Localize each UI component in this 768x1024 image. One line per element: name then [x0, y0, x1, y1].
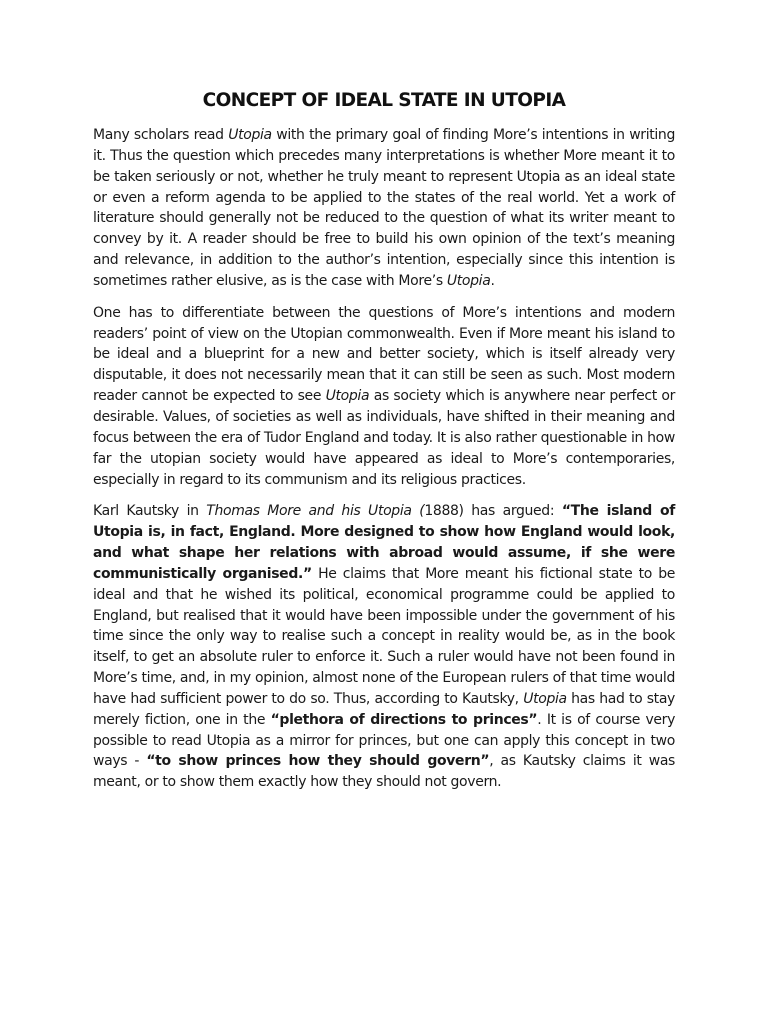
govern-quote-bold: “to show princes how they should govern”	[146, 753, 490, 770]
text-run: , as Kautsky claims it was meant, or to show them exactly how they should not govern.	[93, 753, 675, 791]
document-page	[93, 86, 675, 804]
book-title-italic: Utopia	[228, 127, 272, 143]
text-run: Karl Kautsky in	[93, 503, 207, 520]
paragraph-kautsky	[93, 501, 675, 793]
book-title-italic: Utopia	[523, 690, 567, 707]
text-run: 1888) has argued:	[424, 503, 562, 520]
text-run: One has to differentiate between the questions of More’s intentions and modern readers’ point of view on the Utopian commonwealth. Even if More meant his island to be ideal and a blueprint for a new and better society, which is itself already very disputable, it does not necessarily mean that it can still be seen as such. Most modern reader cannot be expected to see	[93, 304, 675, 405]
document-title: CONCEPT OF IDEAL STATE IN UTOPIA	[202, 90, 566, 111]
text-run: . It is of course very possible to read Utopia as a mirror for princes, but one can apply this concept in two ways -	[93, 711, 676, 770]
princes-quote-bold: “plethora of directions to princes”	[270, 711, 538, 728]
text-run: has had to stay merely fiction, one in the	[93, 690, 675, 728]
text-run: .	[490, 272, 495, 289]
text-run: He claims that More meant his fictional state to be ideal and that he wished its political, economical programme could be applied to England, but realised that it would have been impossible under the government of his time since the only way to realise such a concept in reality would be, as in the book itself, to get an absolute ruler to enforce it. Such a ruler would have not been found in More’s time, and, in my opinion, almost none of the European rulers of that time would have had sufficient power to do so. Thus, according to Kautsky,	[93, 565, 675, 707]
book-title-italic: Thomas More and his Utopia (	[206, 503, 425, 520]
book-title-italic: Utopia	[446, 272, 491, 289]
kautsky-quote-bold: “The island of Utopia is, in fact, England. More designed to show how England would look, and what shape her relations with abroad would assume, if she were communistically organised.”	[93, 503, 675, 582]
text-run: as society which is anywhere near perfect or desirable. Values, of societies as well as individuals, have shifted in their meaning and focus between the era of Tudor England and today. It is also rather questionable in how far the utopian society would have appeared as ideal to More’s contemporaries, especially in regard to its communism and its religious practices.	[93, 388, 676, 488]
text-run: Many scholars read	[93, 127, 229, 143]
paragraph-modern-readers	[93, 303, 675, 491]
book-title-italic: Utopia	[325, 388, 370, 405]
text-run: with the primary goal of finding More’s intentions in writing it. Thus the question which precedes many interpretations is whether More meant it to be taken seriously or not, whether he truly meant to represent Utopia as an ideal state or even a reform agenda to be applied to the states of the real world. Yet a work of literature should generally not be reduced to the question of what its writer meant to convey by it. A reader should be free to build his own opinion of the text’s meaning and relevance, in addition to the author’s intention, especially since this intention is sometimes rather elusive, as is the case with More’s	[93, 127, 675, 289]
paragraph-intro	[93, 125, 675, 292]
